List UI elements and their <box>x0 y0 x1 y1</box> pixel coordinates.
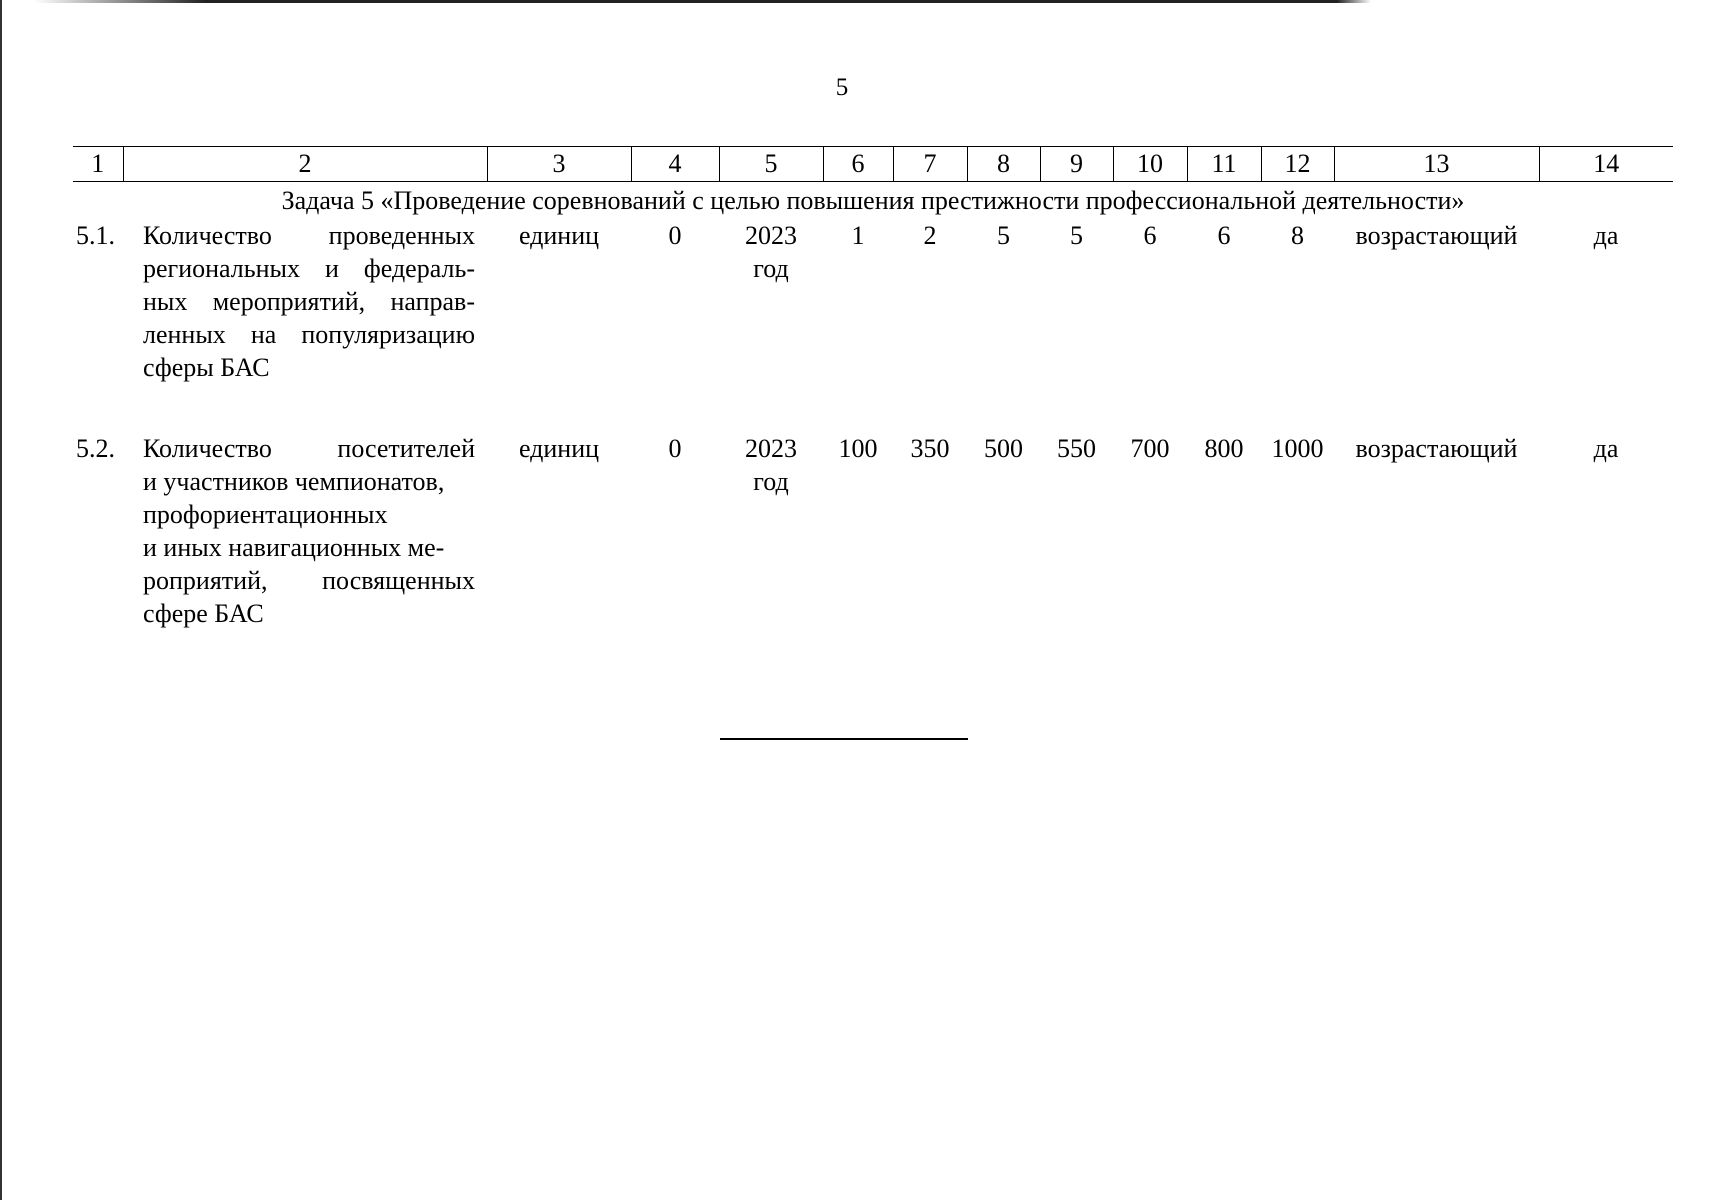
indicator-name-line: и иных навигационных ме- <box>143 533 445 562</box>
column-number: 7 <box>893 147 967 182</box>
year-value-cell: 8 <box>1291 221 1304 250</box>
column-number-row <box>73 147 1673 182</box>
column-number: 1 <box>73 147 123 182</box>
section-row <box>73 182 1673 218</box>
base-year-number: 2023 <box>745 434 797 463</box>
year-value-cell: 5 <box>1070 221 1083 250</box>
year-value-cell: 100 <box>838 434 878 463</box>
indicator-name-line: сферы БАС <box>143 353 270 382</box>
indicator-name-line: и участников чемпионатов, <box>143 467 445 496</box>
indicator-name <box>123 430 487 630</box>
column-number: 10 <box>1113 147 1187 182</box>
section-title: Задача 5 «Проведение соревнований с целью повышения престижности профессиональной деятельности» <box>281 186 1465 215</box>
column-number: 9 <box>1040 147 1113 182</box>
year-value-cell: 1 <box>851 221 865 250</box>
base-year-number: 2023 <box>745 221 797 250</box>
indicator-name-line: профориентационных <box>143 500 388 529</box>
row-spacer <box>73 384 1673 430</box>
base-year-word: год <box>753 467 789 496</box>
indicator-name-line: Количество проведенных <box>143 221 475 250</box>
column-number: 8 <box>967 147 1040 182</box>
column-number: 3 <box>487 147 631 182</box>
column-number: 5 <box>719 147 823 182</box>
column-number: 6 <box>823 147 893 182</box>
year-value-cell: 700 <box>1130 434 1170 463</box>
indicator-name-line: ных мероприятий, направ- <box>143 287 475 316</box>
table-row <box>73 217 1673 384</box>
unit-cell: единиц <box>518 434 600 463</box>
scan-edge-left <box>0 0 2 1200</box>
year-value-cell: 5 <box>997 221 1010 250</box>
year-value-cell: 1000 <box>1271 434 1324 463</box>
column-number: 11 <box>1187 147 1261 182</box>
trend-cell: возрастающий <box>1355 434 1518 463</box>
flag-cell: да <box>1593 221 1619 250</box>
row-number: 5.1. <box>76 221 115 250</box>
column-number: 12 <box>1261 147 1334 182</box>
year-value-cell: 2 <box>923 221 937 250</box>
year-value-cell: 6 <box>1217 221 1231 250</box>
column-number: 13 <box>1334 147 1539 182</box>
year-value-cell: 550 <box>1057 434 1096 463</box>
indicator-name-line: сфере БАС <box>143 599 264 628</box>
base-year-cell <box>719 430 823 630</box>
indicator-name <box>123 217 487 384</box>
column-number: 4 <box>631 147 719 182</box>
unit-cell: единиц <box>518 221 600 250</box>
flag-cell: да <box>1593 434 1619 463</box>
year-value-cell: 500 <box>984 434 1023 463</box>
column-number: 14 <box>1539 147 1673 182</box>
indicator-name-line: Количество посетителей <box>143 434 475 463</box>
base-year-cell <box>719 217 823 384</box>
year-value-cell: 800 <box>1204 434 1244 463</box>
year-value-cell: 6 <box>1143 221 1157 250</box>
page-number: 5 <box>835 74 849 101</box>
table-row <box>73 430 1673 630</box>
end-of-document-rule <box>720 738 968 740</box>
indicators-table-wrapper <box>73 146 1673 630</box>
indicator-name-line: региональных и федераль- <box>143 254 475 283</box>
indicators-table <box>73 146 1673 630</box>
base-value-cell: 0 <box>668 221 682 250</box>
row-number: 5.2. <box>76 434 115 463</box>
base-year-word: год <box>753 254 789 283</box>
base-value-cell: 0 <box>668 434 682 463</box>
scan-edge-top <box>0 0 1714 3</box>
indicator-name-line: ленных на популяризацию <box>143 320 475 349</box>
indicator-name-line: роприятий, посвященных <box>143 566 475 595</box>
column-number: 2 <box>123 147 487 182</box>
trend-cell: возрастающий <box>1355 221 1518 250</box>
year-value-cell: 350 <box>910 434 950 463</box>
